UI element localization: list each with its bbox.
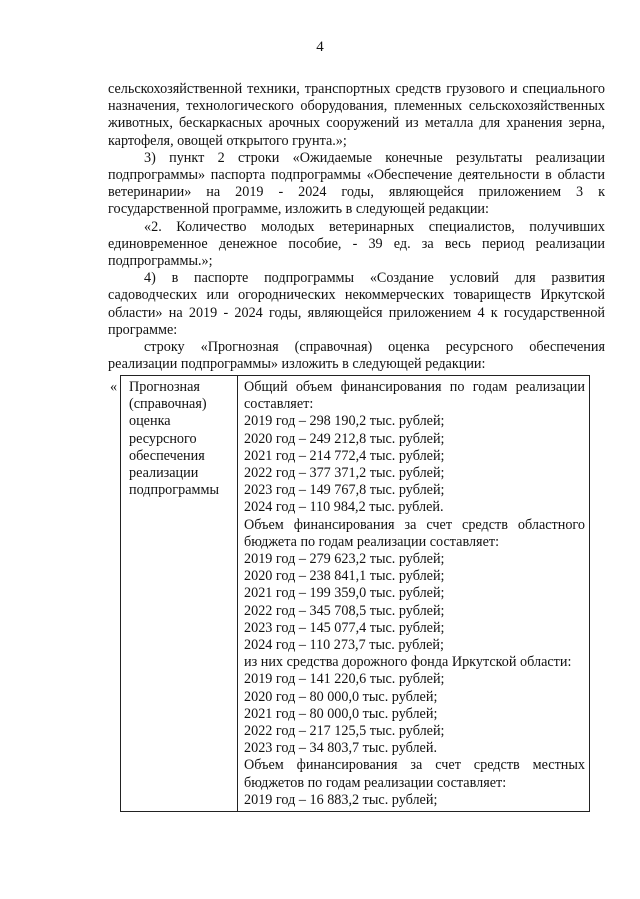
- paragraph-continuation: сельскохозяйственной техники, транспортных средств грузового и специального назначения, технологического оборудования, племенных сельскохозяйственных животных, бескаркасных арочных сооружений из металла для хранения зерна, картофеля, овощей открытого грунта.»;: [108, 81, 605, 149]
- regional-2024: 2024 год – 110 273,7 тыс. рублей;: [244, 637, 444, 654]
- table-row: [121, 376, 590, 812]
- road-fund-2020: 2020 год – 80 000,0 тыс. рублей;: [244, 688, 438, 705]
- table-right-cell: [238, 376, 590, 812]
- regional-2022: 2022 год – 345 708,5 тыс. рублей;: [244, 602, 445, 619]
- regional-2023: 2023 год – 145 077,4 тыс. рублей;: [244, 619, 445, 636]
- paragraph-item-4: 4) в паспорте подпрограммы «Создание условий для развития садоводческих или огороднических некоммерческих товариществ Иркутской области» на 2019 - 2024 годы, являющейся приложением 4 к государственной программе:: [108, 270, 605, 338]
- total-2019: 2019 год – 298 190,2 тыс. рублей;: [244, 413, 445, 430]
- regional-2020: 2020 год – 238 841,1 тыс. рублей;: [244, 568, 445, 585]
- road-fund-2019: 2019 год – 141 220,6 тыс. рублей;: [244, 671, 445, 688]
- local-budget-heading: Объем финансирования за счет средств местных бюджетов по годам реализации составляет:: [244, 757, 585, 791]
- paragraph-row-instruction: строку «Прогнозная (справочная) оценка ресурсного обеспечения реализации подпрограммы» изложить в следующей редакции:: [108, 339, 605, 373]
- resource-table: [120, 375, 590, 812]
- paragraph-quote-2: «2. Количество молодых ветеринарных специалистов, получивших единовременное денежное пособие, - 39 ед. за весь период реализации подпрограммы.»;: [108, 218, 605, 270]
- total-financing-heading: Общий объем финансирования по годам реализации составляет:: [244, 379, 585, 413]
- regional-budget-heading: Объем финансирования за счет средств областного бюджета по годам реализации составляет:: [244, 516, 585, 550]
- total-2021: 2021 год – 214 772,4 тыс. рублей;: [244, 447, 445, 464]
- document-body: [108, 81, 605, 373]
- page-number: 4: [316, 39, 324, 55]
- regional-2019: 2019 год – 279 623,2 тыс. рублей;: [244, 551, 445, 568]
- total-2020: 2020 год – 249 212,8 тыс. рублей;: [244, 430, 445, 447]
- road-fund-2021: 2021 год – 80 000,0 тыс. рублей;: [244, 705, 438, 722]
- paragraph-item-3: 3) пункт 2 строки «Ожидаемые конечные результаты реализации подпрограммы» паспорта подпрограммы «Обеспечение деятельности в области ветеринарии» на 2019 - 2024 годы, являющейся приложением 3 к государственной программе, изложить в следующей редакции:: [108, 149, 605, 218]
- resource-table-wrapper: [110, 375, 612, 812]
- total-2023: 2023 год – 149 767,8 тыс. рублей;: [244, 482, 445, 499]
- road-fund-2022: 2022 год – 217 125,5 тыс. рублей;: [244, 723, 445, 740]
- road-fund-heading: из них средства дорожного фонда Иркутской области:: [244, 654, 572, 671]
- total-2024: 2024 год – 110 984,2 тыс. рублей.: [244, 499, 444, 516]
- road-fund-2023: 2023 год – 34 803,7 тыс. рублей.: [244, 740, 437, 757]
- regional-2021: 2021 год – 199 359,0 тыс. рублей;: [244, 585, 445, 602]
- open-quote-mark: «: [110, 379, 118, 395]
- total-2022: 2022 год – 377 371,2 тыс. рублей;: [244, 465, 445, 482]
- local-2019: 2019 год – 16 883,2 тыс. рублей;: [244, 791, 438, 808]
- table-left-label: Прогнозная (справочная) оценка ресурсного обеспечения реализации подпрограммы: [121, 376, 238, 812]
